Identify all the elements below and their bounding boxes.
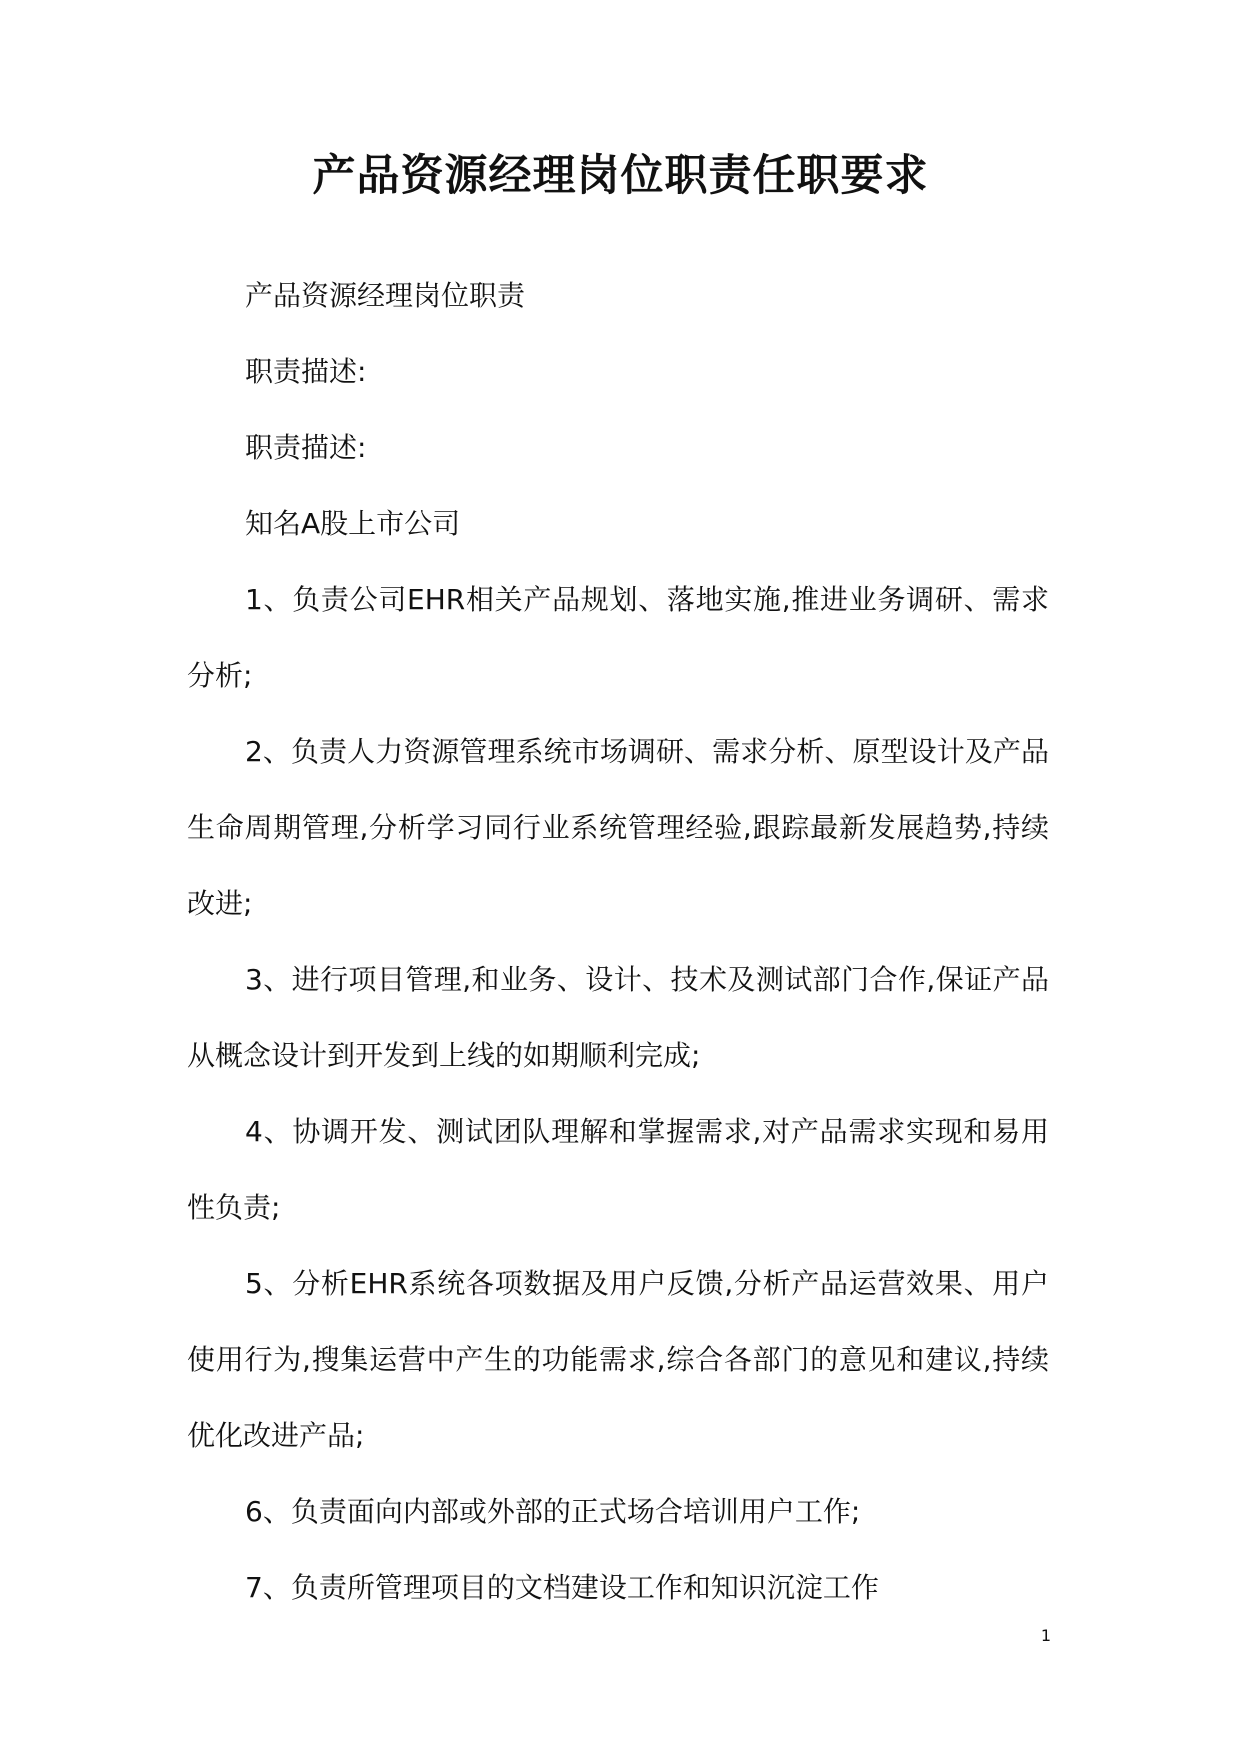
- paragraph-item-7: 7、负责所管理项目的文档建设工作和知识沉淀工作: [245, 1571, 879, 1604]
- paragraph-duty-label-repeat: 职责描述:: [245, 431, 367, 464]
- paragraph-duty-label: 职责描述:: [245, 355, 367, 388]
- paragraph-company: 知名A股上市公司: [245, 507, 461, 540]
- document-title: 产品资源经理岗位职责任职要求: [312, 151, 929, 201]
- paragraph-item-4: 4、协调开发、测试团队理解和掌握需求,对产品需求实现和易用性负责;: [187, 1115, 1049, 1224]
- paragraph-item-5: 5、分析EHR系统各项数据及用户反馈,分析产品运营效果、用户使用行为,搜集运营中产生的功能需求,综合各部门的意见和建议,持续优化改进产品;: [187, 1267, 1049, 1452]
- paragraph-item-2: 2、负责人力资源管理系统市场调研、需求分析、原型设计及产品生命周期管理,分析学习同行业系统管理经验,跟踪最新发展趋势,持续改进;: [187, 735, 1049, 920]
- page-number: 1: [1040, 1626, 1052, 1645]
- paragraph-item-3: 3、进行项目管理,和业务、设计、技术及测试部门合作,保证产品从概念设计到开发到上线的如期顺利完成;: [187, 963, 1049, 1072]
- document-body: [187, 258, 1049, 1626]
- paragraph-item-6: 6、负责面向内部或外部的正式场合培训用户工作;: [245, 1495, 861, 1528]
- paragraph-item-1: 1、负责公司EHR相关产品规划、落地实施,推进业务调研、需求分析;: [187, 583, 1049, 692]
- paragraph-section-heading: 产品资源经理岗位职责: [245, 279, 526, 312]
